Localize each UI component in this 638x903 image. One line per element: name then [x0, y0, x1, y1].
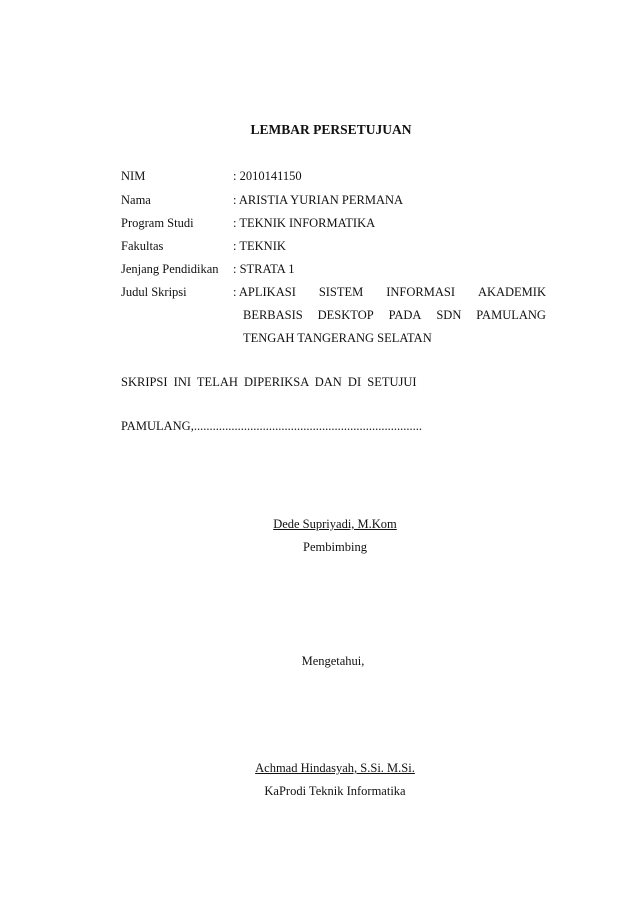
judul-word: AKADEMIK — [477, 285, 546, 299]
judul-line-1 — [233, 285, 546, 300]
acknowledge-row — [0, 654, 638, 669]
supervisor-role: Pembimbing — [303, 540, 367, 554]
judul-word: PADA — [388, 308, 422, 322]
judul-word: BERBASIS — [243, 308, 303, 322]
field-value-nim: : 2010141150 — [233, 169, 302, 183]
judul-word: DESKTOP — [317, 308, 374, 322]
judul-word: INFORMASI — [386, 285, 455, 299]
supervisor-name: Dede Supriyadi, M.Kom — [273, 517, 397, 531]
acknowledge-text: Mengetahui, — [301, 654, 365, 668]
judul-word: : APLIKASI — [233, 285, 296, 299]
supervisor-block — [0, 517, 638, 532]
field-label-program-studi: Program Studi — [121, 216, 194, 230]
approval-statement: SKRIPSI INI TELAH DIPERIKSA DAN DI SETUJUI — [121, 375, 417, 389]
page-title — [0, 122, 638, 138]
field-label-fakultas: Fakultas — [121, 239, 164, 253]
judul-word: PAMULANG — [476, 308, 546, 322]
head-name: Achmad Hindasyah, S.Si. M.Si. — [255, 761, 415, 775]
field-value-fakultas: : TEKNIK — [233, 239, 286, 253]
field-label-jenjang: Jenjang Pendidikan — [121, 262, 219, 276]
field-label-nama: Nama — [121, 193, 151, 207]
field-value-jenjang: : STRATA 1 — [233, 262, 295, 276]
page-title-text: LEMBAR PERSETUJUAN — [250, 122, 412, 137]
judul-word: SDN — [436, 308, 462, 322]
head-block — [0, 761, 638, 776]
supervisor-role-row — [0, 540, 638, 555]
head-role-row — [0, 784, 638, 799]
field-label-judul: Judul Skripsi — [121, 285, 187, 299]
judul-line-2 — [243, 308, 546, 323]
place-date: PAMULANG,......................................................................... — [121, 419, 422, 433]
judul-line-3: TENGAH TANGERANG SELATAN — [243, 331, 432, 345]
field-value-nama: : ARISTIA YURIAN PERMANA — [233, 193, 404, 207]
field-label-nim: NIM — [121, 169, 146, 183]
judul-word: SISTEM — [318, 285, 364, 299]
field-value-program-studi: : TEKNIK INFORMATIKA — [233, 216, 376, 230]
head-role: KaProdi Teknik Informatika — [264, 784, 406, 798]
